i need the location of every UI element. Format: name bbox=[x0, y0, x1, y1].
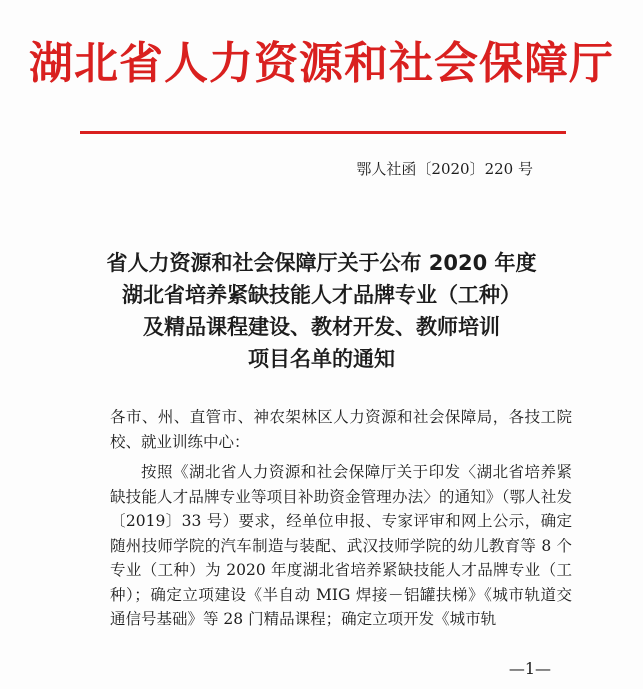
title-line-3: 及精品课程建设、教材开发、教师培训 bbox=[143, 315, 500, 339]
title-line-1: 省人力资源和社会保障厅关于公布 2020 年度 bbox=[106, 251, 537, 275]
page-number-text: —1— bbox=[508, 659, 551, 678]
addressee: 各市、州、直管市、神农架林区人力资源和社会保障局，各技工院校、就业训练中心： bbox=[110, 408, 572, 451]
org-title: 湖北省人力资源和社会保障厅 bbox=[29, 38, 614, 89]
notice-title bbox=[0, 247, 643, 375]
document-number: 鄂人社函〔2020〕220 号 bbox=[356, 160, 533, 178]
document-body bbox=[110, 405, 572, 632]
red-divider bbox=[80, 131, 566, 134]
title-line-4: 项目名单的通知 bbox=[248, 347, 395, 371]
body-paragraph: 按照《湖北省人力资源和社会保障厅关于印发〈湖北省培养紧缺技能人才品牌专业等项目补助资金管理办法〉的通知》（鄂人社发〔2019〕33 号）要求，经单位申报、专家评审和网上公示，确定随州技师学院的汽车制造与装配、武汉技师学院的幼儿教育等 8 个专业（工种）为 2020 年度湖北省培养紧缺技能人才品牌专业（工种）；确定立项建设《半自动 MIG 焊接－铝罐扶梯》《城市轨道交通信号基础》等 28 门精品课程；确定立项开发《城市轨 bbox=[110, 463, 572, 628]
title-line-2: 湖北省培养紧缺技能人才品牌专业（工种） bbox=[122, 283, 521, 307]
page-number bbox=[0, 658, 643, 680]
